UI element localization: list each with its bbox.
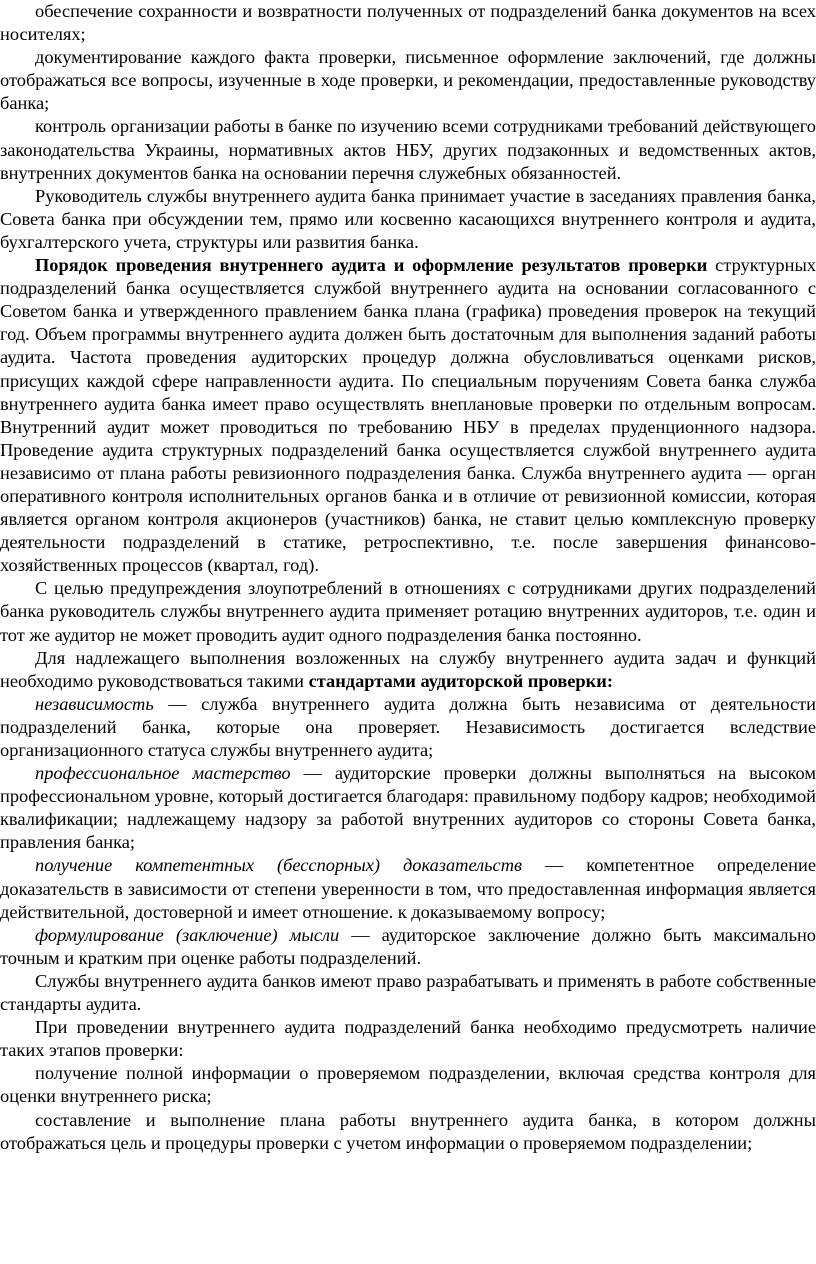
text-run: документирование каждого факта проверки, письменное оформление заключений, где должны отображаться все вопросы, изученные в ходе проверки, и рекомендации, предоставленные руководству банка;	[0, 47, 816, 114]
text-run: Службы внутреннего аудита банков имеют право разрабатывать и применять в работе собственные стандарты аудита.	[0, 970, 816, 1015]
paragraph	[0, 924, 816, 970]
text-run: При проведении внутреннего аудита подразделений банка необходимо предусмотреть наличие таких этапов проверки:	[0, 1017, 816, 1061]
text-run: получение полной информации о проверяемом подразделении, включая средства контроля для оценки внутреннего риска;	[0, 1063, 816, 1107]
italic-term: профессиональное мастерство	[35, 763, 291, 784]
paragraph	[0, 970, 816, 1016]
text-run: контроль организации работы в банке по изучению всеми сотрудниками требований действующего законодательства Украины, нормативных актов НБУ, других подзаконных и ведомственных актов, внутренних документов банка на основании перечня служебных обязанностей.	[0, 116, 816, 183]
paragraph	[0, 254, 816, 577]
italic-term: формулирование (заключение) мысли	[35, 924, 340, 945]
paragraph	[0, 1016, 816, 1062]
text-run: обеспечение сохранности и возвратности полученных от подразделений банка документов на всех носителях;	[0, 1, 816, 45]
paragraph	[0, 115, 816, 184]
bold-text: стандартами аудиторской проверки:	[308, 670, 613, 691]
paragraph	[0, 1109, 816, 1155]
paragraph	[0, 647, 816, 693]
paragraph	[0, 185, 816, 254]
italic-term: независимость	[35, 693, 154, 714]
text-run: — аудиторское заключение должно быть максимально точным и кратким при оценке работы подразделений.	[0, 924, 816, 968]
text-run: — аудиторские проверки должны выполняться на высоком профессиональном уровне, который достигается благодаря: правильному подбору кадров; необходимой квалификации; надлежащему надзору за работой внутренних аудиторов со стороны Совета банка, правления банка;	[0, 763, 816, 853]
bold-text: Порядок проведения внутреннего аудита и оформление результатов проверки	[35, 255, 708, 276]
paragraph	[0, 854, 816, 923]
paragraph	[0, 1062, 816, 1108]
paragraph	[0, 693, 816, 762]
paragraph	[0, 46, 816, 115]
text-run: — служба внутреннего аудита должна быть независима от деятельности подразделений банка, которые она проверяет. Независимость достигается вследствие организационного статуса службы внутреннего аудита;	[0, 693, 816, 760]
text-run: Для надлежащего выполнения возложенных на службу внутреннего аудита задач и функций необходимо руководствоваться такими	[0, 647, 816, 691]
text-run: составление и выполнение плана работы внутреннего аудита банка, в котором должны отображаться цель и процедуры проверки с учетом информации о проверяемом подразделении;	[0, 1109, 816, 1153]
text-run: Руководитель службы внутреннего аудита банка принимает участие в заседаниях правления банка, Совета банка при обсуждении тем, прямо или косвенно касающихся внутреннего контроля и аудита, бухгалтерского учета, структуры или развития банка.	[0, 185, 816, 252]
paragraph	[0, 762, 816, 854]
italic-term: получение компетентных (бесспорных) доказательств	[35, 855, 522, 876]
text-run: — компетентное определение доказательств в зависимости от степени уверенности в том, что предоставленная информация является действительной, достоверной и имеет отношение. к доказываемому вопросу;	[0, 855, 816, 922]
text-run: структурных подразделений банка осуществляется службой внутреннего аудита на основании согласованного с Советом банка и утвержденного правлением банка плана (графика) проведения проверок на текущий год. Объем программы внутреннего аудита должен быть достаточным для выполнения заданий работы аудита. Частота проведения аудиторских процедур должна обусловливаться оценками рисков, присущих каждой сфере направленности аудита. По специальным поручениям Совета банка служба внутреннего аудита банка имеет право осуществлять внеплановые проверки по отдельным вопросам. Внутренний аудит может проводиться по требованию НБУ в пределах пруденционного надзора. Проведение аудита структурных подразделений банка осуществляется службой внутреннего аудита независимо от плана работы ревизионного подразделения банка. Служба внутреннего аудита — орган оперативного контроля исполнительных органов банка и в отличие от ревизионной комиссии, которая является органом контроля акционеров (участников) банка, не ставит целью комплексную проверку деятельности подразделений в статике, ретроспективно, т.е. после завершения финансово-хозяйственных процессов (квартал, год).	[0, 255, 816, 576]
paragraph	[0, 577, 816, 646]
paragraph	[0, 0, 816, 46]
text-run: С целью предупреждения злоупотреблений в отношениях с сотрудниками других подразделений банка руководитель службы внутреннего аудита применяет ротацию внутренних аудиторов, т.е. один и тот же аудитор не может проводить аудит одного подразделения банка постоянно.	[0, 578, 816, 645]
